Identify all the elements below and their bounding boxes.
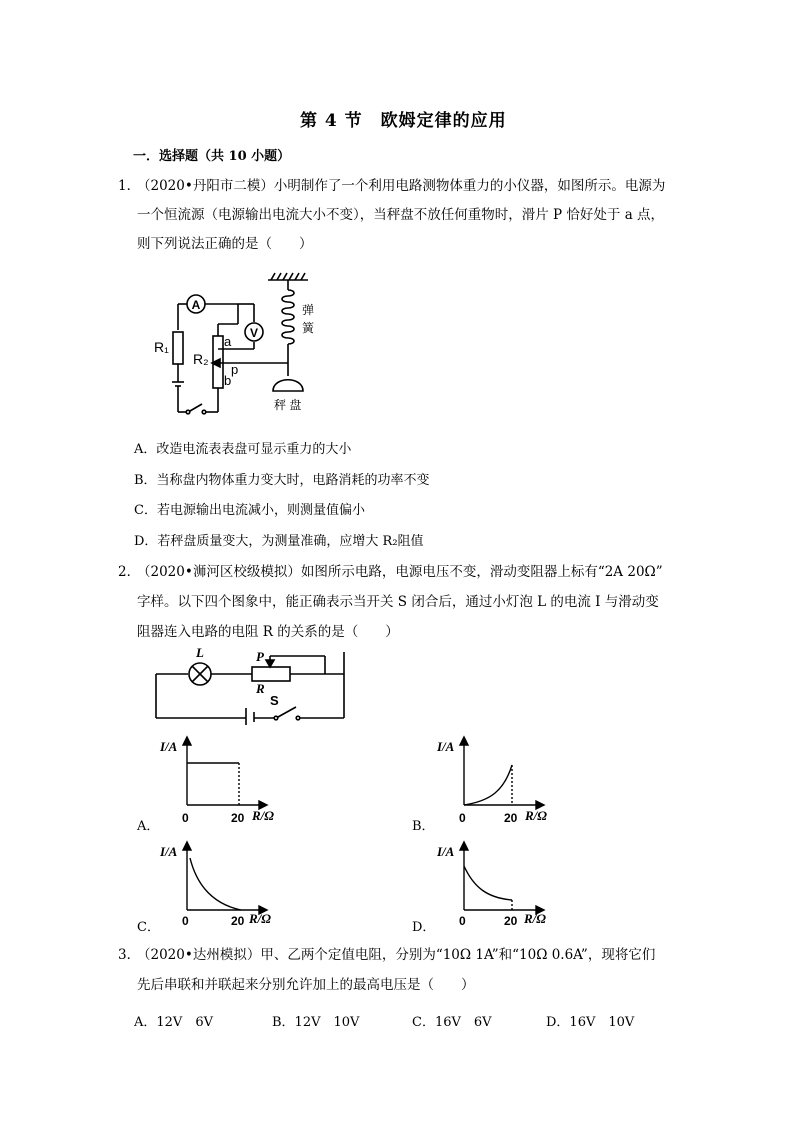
graph-c-letter: C． <box>137 920 160 935</box>
graph-c-xlabel: R/Ω <box>249 911 271 926</box>
graph-b-letter: B． <box>412 819 435 834</box>
graph-c-origin: 0 <box>182 914 189 928</box>
question-1-line-3: 则下列说法正确的是（ ） <box>137 236 313 252</box>
graph-a-xlabel: R/Ω <box>252 808 274 823</box>
graph-a-letter: A． <box>137 819 160 834</box>
graph-a-ylabel: I/A <box>160 739 178 754</box>
voltmeter-label: V <box>249 326 259 340</box>
graph-d-letter: D． <box>412 920 436 935</box>
question-1-option-a: A．改造电流表表盘可显示重力的大小 <box>134 442 352 457</box>
question-3-number: 3． <box>118 947 141 963</box>
question-1-line-2: 一个恒流源（电源输出电流大小不变），当秤盘不放任何重物时，滑片 P 恰好处于 a 点， <box>137 207 665 223</box>
question-2-circuit-figure <box>150 645 350 725</box>
graph-b-tick: 20 <box>504 811 518 825</box>
graph-a-tick: 20 <box>231 811 245 825</box>
question-2-line-2: 字样。以下四个图象中，能正确表示当开关 S 闭合后，通过小灯泡 L 的电流 I 与滑动变 <box>137 594 659 610</box>
question-1-number: 1． <box>118 178 141 194</box>
point-a-label: a <box>224 334 232 349</box>
graph-c-ylabel: I/A <box>160 844 178 859</box>
spring-label-top: 弹 <box>302 303 315 317</box>
lamp-label: L <box>196 645 204 660</box>
question-1-option-c: C．若电源输出电流减小，则测量值偏小 <box>134 503 365 518</box>
graph-d-tick: 20 <box>504 914 518 928</box>
page-title: 第 4 节 欧姆定律的应用 <box>300 111 507 131</box>
pan-label: 秤 盘 <box>274 398 302 412</box>
ammeter-label: A <box>191 298 201 312</box>
graph-b <box>432 733 572 831</box>
graph-a-origin: 0 <box>182 811 189 825</box>
point-p-label: p <box>231 362 239 377</box>
r1-label: R₁ <box>154 339 169 355</box>
question-3-line-1: （2020•达州模拟）甲、乙两个定值电阻，分别为“10Ω 1A”和“10Ω 0.6A”，现将它们 <box>137 947 656 963</box>
graph-c <box>155 838 295 936</box>
slider-label: P <box>256 649 264 664</box>
switch-label: S <box>270 693 279 708</box>
section-heading: 一．选择题（共 10 小题） <box>133 149 291 164</box>
question-2-line-1: （2020•浉河区校级模拟）如图所示电路，电源电压不变，滑动变阻器上标有“2A 20Ω” <box>137 564 663 580</box>
question-3-option-a: A．12V 6V <box>134 1015 213 1030</box>
graph-d-xlabel: R/Ω <box>524 911 546 926</box>
question-1-circuit-figure <box>150 272 320 420</box>
graph-d-ylabel: I/A <box>437 844 455 859</box>
point-b-label: b <box>224 373 232 388</box>
spring-label-bottom: 簧 <box>302 321 315 335</box>
question-3-option-b: B．12V 10V <box>272 1015 360 1030</box>
question-2-line-3: 阻器连入电路的电阻 R 的关系的是（ ） <box>137 624 399 640</box>
graph-d-origin: 0 <box>459 914 466 928</box>
question-3-line-2: 先后串联和并联起来分别允许加上的最高电压是（ ） <box>137 977 475 993</box>
resistor-label: R <box>256 681 265 696</box>
graph-d <box>432 838 572 936</box>
graph-b-ylabel: I/A <box>437 739 455 754</box>
graph-b-xlabel: R/Ω <box>525 808 547 823</box>
question-1-line-1: （2020•丹阳市二模）小明制作了一个利用电路测物体重力的小仪器，如图所示。电源为 <box>137 178 666 194</box>
graph-c-tick: 20 <box>231 914 245 928</box>
graph-a <box>155 733 295 831</box>
question-3-option-d: D．16V 10V <box>546 1015 635 1030</box>
graph-b-origin: 0 <box>459 811 466 825</box>
question-2-number: 2． <box>118 564 141 580</box>
question-1-option-b: B．当称盘内物体重力变大时，电路消耗的功率不变 <box>134 473 430 488</box>
question-1-option-d: D．若秤盘质量变大，为测量准确，应增大 R₂阻值 <box>134 534 424 549</box>
r2-label: R₂ <box>193 351 209 367</box>
question-3-option-c: C．16V 6V <box>412 1015 492 1030</box>
